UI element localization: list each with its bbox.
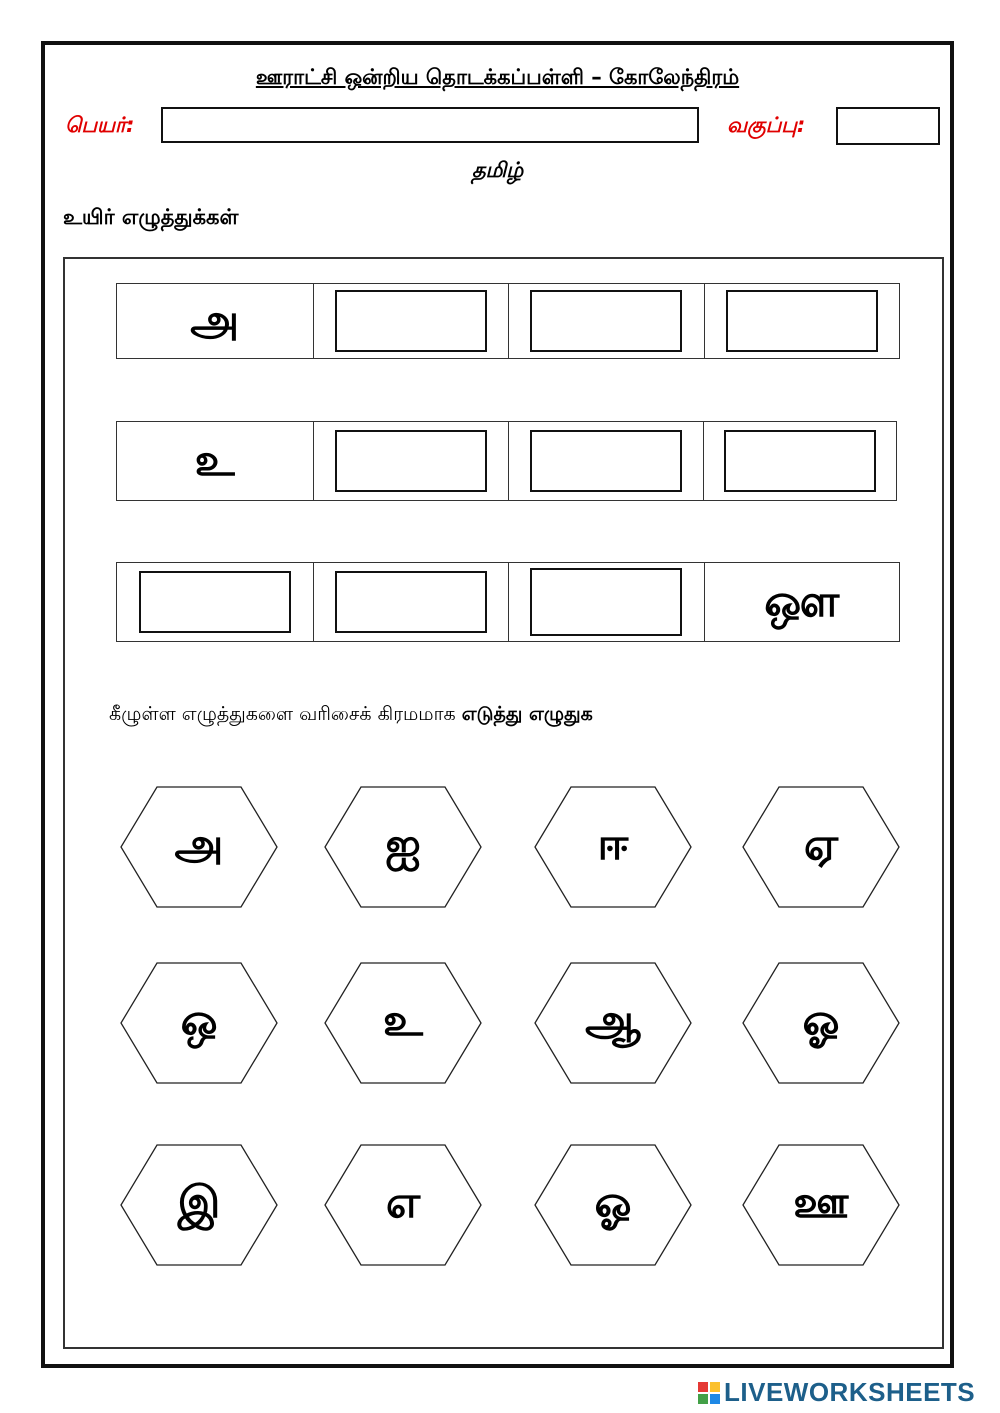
letter-hexagon[interactable] (119, 962, 279, 1084)
hexagon-letter: ஈ (597, 818, 629, 870)
instruction-part-2: எடுத்து எழுதுக (461, 703, 593, 725)
hexagon-letter: எ (385, 1176, 421, 1228)
sequence-cell (117, 563, 313, 641)
letter-hexagon[interactable] (323, 962, 483, 1084)
letter-hexagon[interactable] (323, 1144, 483, 1266)
sequence-cell (704, 284, 900, 358)
letter-hexagon[interactable] (741, 962, 901, 1084)
letter-hexagon[interactable] (119, 786, 279, 908)
hexagon-letter: ஆ (585, 994, 641, 1046)
instruction-part-1: கீழுள்ள எழுத்துகளை வரிசைக் கிரமமாக (109, 703, 456, 725)
hexagon-letter: அ (174, 818, 224, 870)
letter-hexagon[interactable] (741, 786, 901, 908)
answer-box[interactable] (335, 571, 487, 633)
answer-box[interactable] (530, 568, 682, 636)
hexagon-letter: ஊ (793, 1176, 849, 1228)
sequence-cell (313, 422, 509, 500)
answer-box[interactable] (335, 430, 487, 492)
worksheet-page (41, 41, 954, 1368)
sequence-cell (508, 422, 703, 500)
sequence-cell (117, 422, 313, 500)
given-letter: அ (190, 295, 240, 346)
sequence-cell (508, 563, 704, 641)
logo-square (698, 1394, 708, 1404)
section-title: உயிர் எழுத்துக்கள் (63, 205, 239, 229)
answer-box[interactable] (530, 430, 682, 492)
logo-square (710, 1394, 720, 1404)
sequence-cell (117, 284, 313, 358)
letter-hexagon[interactable] (533, 1144, 693, 1266)
brand-text: LIVEWORKSHEETS (724, 1377, 976, 1407)
logo-icon (698, 1382, 720, 1404)
sequence-cell (704, 563, 900, 641)
sequence-cell (508, 284, 704, 358)
hexagon-letter: ஓ (594, 1176, 632, 1228)
sequence-row-3 (116, 562, 900, 642)
answer-box[interactable] (139, 571, 291, 633)
sequence-cell (703, 422, 897, 500)
given-letter: உ (194, 435, 235, 486)
class-label: வகுப்பு: (727, 113, 806, 137)
class-input[interactable] (836, 107, 940, 145)
name-input[interactable] (161, 107, 699, 143)
liveworksheets-logo (698, 1377, 975, 1408)
sequence-row-1 (116, 283, 900, 359)
subject-title: தமிழ் (471, 158, 524, 182)
hexagon-letter: இ (177, 1176, 221, 1228)
logo-square (710, 1382, 720, 1392)
letter-hexagon[interactable] (533, 962, 693, 1084)
exercise-frame (63, 257, 944, 1349)
sequence-cell (313, 284, 509, 358)
answer-box[interactable] (726, 290, 878, 352)
name-label: பெயர்: (65, 113, 135, 137)
hexagon-letter: ஓ (802, 994, 840, 1046)
answer-box[interactable] (724, 430, 876, 492)
instruction-text (109, 703, 593, 728)
hexagon-letter: உ (383, 994, 423, 1046)
sequence-row-2 (116, 421, 897, 501)
letter-hexagon[interactable] (533, 786, 693, 908)
hexagon-letter: ஐ (385, 818, 421, 870)
letter-hexagon[interactable] (741, 1144, 901, 1266)
logo-square (698, 1382, 708, 1392)
given-letter: ஔ (764, 576, 840, 627)
letter-hexagon[interactable] (323, 786, 483, 908)
hexagon-letter: ஏ (803, 818, 839, 870)
school-title: ஊராட்சி ஒன்றிய தொடக்கப்பள்ளி – கோலேந்திரம் (255, 65, 740, 89)
sequence-cell (313, 563, 509, 641)
letter-hexagon[interactable] (119, 1144, 279, 1266)
answer-box[interactable] (530, 290, 682, 352)
hexagon-letter: ஒ (180, 994, 218, 1046)
answer-box[interactable] (335, 290, 487, 352)
